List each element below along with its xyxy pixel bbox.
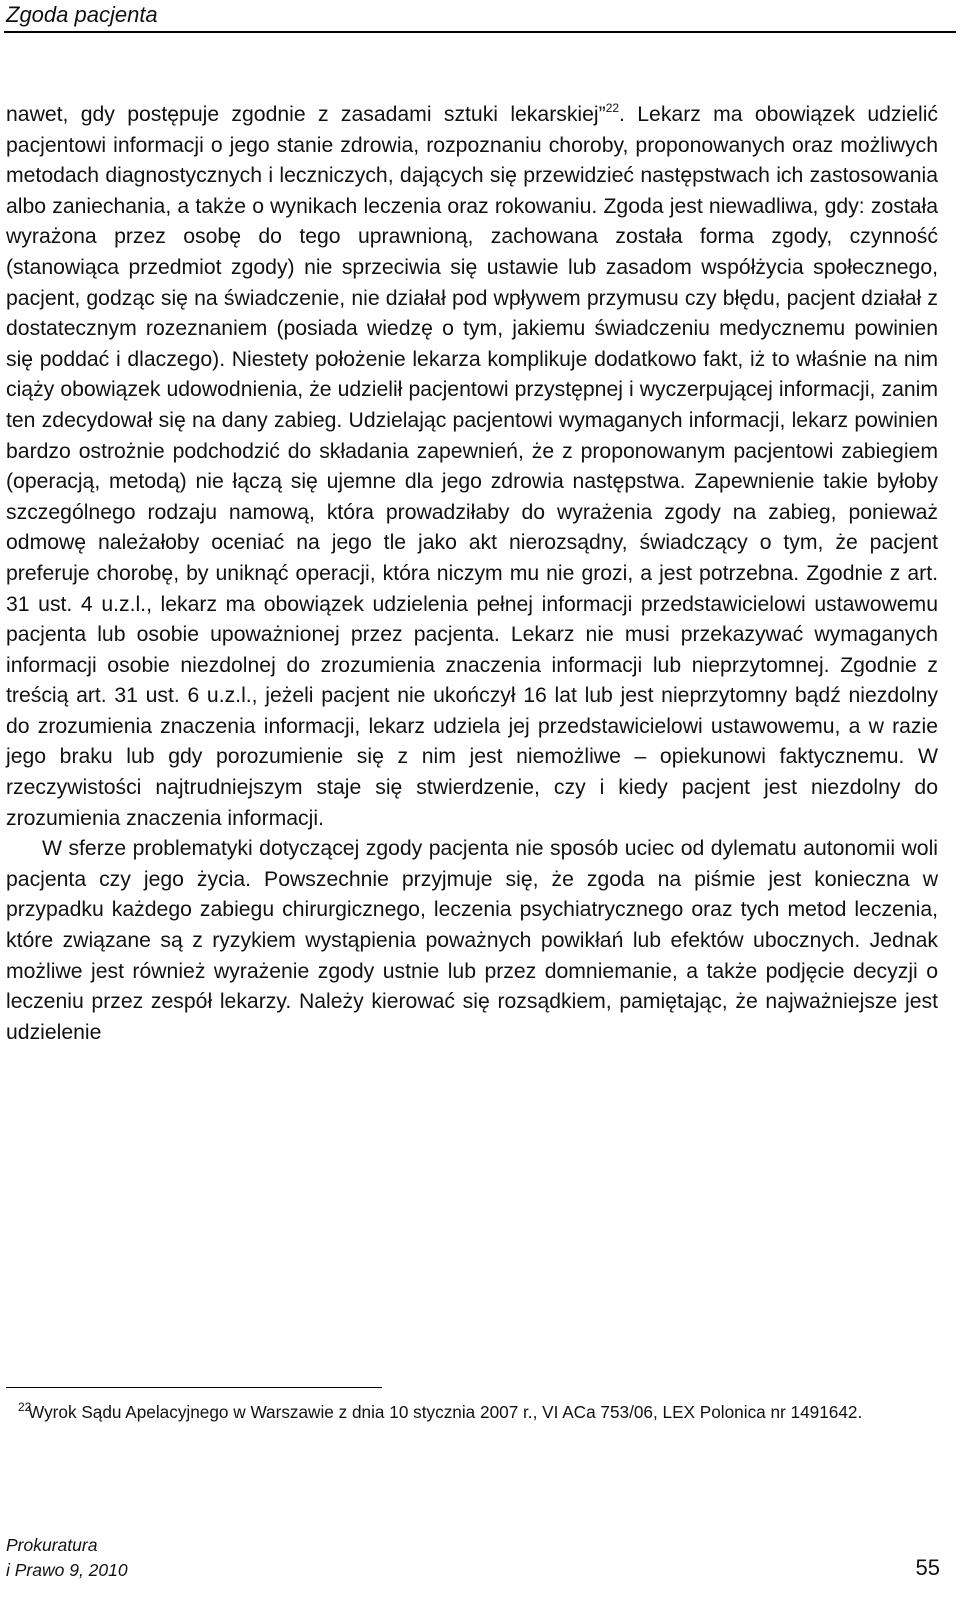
footnote-22: [6, 1400, 938, 1424]
footnote-text: Wyrok Sądu Apelacyjnego w Warszawie z dnia 10 stycznia 2007 r., VI ACa 753/06, LEX Polonica nr 1491642.: [28, 1402, 863, 1422]
body-text: [6, 100, 938, 1048]
footnote-reference: 22: [605, 101, 620, 115]
journal-issue: i Prawo 9, 2010: [6, 1560, 128, 1580]
journal-footer: [6, 1533, 128, 1583]
header-title: Zgoda pacjenta: [6, 2, 158, 27]
paragraph-1-start: nawet, gdy postępuje zgodnie z zasadami sztuki lekarskiej”: [6, 103, 606, 126]
footnote-separator: [6, 1387, 382, 1388]
paragraph-1: [6, 100, 938, 834]
journal-name: Prokuratura: [6, 1535, 98, 1555]
page-number: 55: [915, 1555, 940, 1580]
paragraph-2: W sferze problematyki dotyczącej zgody pacjenta nie sposób uciec od dylematu autonomii woli pacjenta czy jego życia. Powszechnie przyjmuje się, że zgoda na piśmie jest konieczna w przypadku każdego zabiegu chirurgicznego, leczenia psychiatrycznego oraz tych metod leczenia, które związane są z ryzykiem wystąpienia poważnych powikłań lub efektów ubocznych. Jednak możliwe jest również wyrażenie zgody ustnie lub przez domniemanie, a także podjęcie decyzji o leczeniu przez zespół lekarzy. Należy kierować się rozsądkiem, pamiętając, że najważniejsze jest udzielenie: [6, 837, 938, 1044]
running-header: [4, 0, 956, 33]
footnote-mark: 22: [18, 1400, 32, 1414]
paragraph-1-rest: . Lekarz ma obowiązek udzielić pacjentowi informacji o jego stanie zdrowia, rozpoznaniu choroby, proponowanych oraz możliwych metodach diagnostycznych i leczniczych, dających się przewidzieć następstwach ich zastosowania albo zaniechania, a także o wynikach leczenia oraz rokowaniu. Zgoda jest niewadliwa, gdy: została wyrażona przez osobę do tego uprawnioną, zachowana została forma zgody, czynność (stanowiąca przedmiot zgody) nie sprzeciwia się ustawie lub zasadom współżycia społecznego, pacjent, godząc się na świadczenie, nie działał pod wpływem przymusu czy błędu, pacjent działał z dostatecznym rozeznaniem (posiada wiedzę o tym, jakiemu świadczeniu medycznemu powinien się poddać i dlaczego). Niestety położenie lekarza komplikuje dodatkowo fakt, iż to właśnie na nim ciąży obowiązek udowodnienia, że udzielił pacjentowi przystępnej i wyczerpującej informacji, zanim ten zdecydował się na dany zabieg. Udzielając pacjentowi wymaganych informacji, lekarz powinien bardzo ostrożnie podchodzić do składania zapewnień, że z proponowanym pacjentowi zabiegiem (operacją, metodą) nie łączą się ujemne dla jego zdrowia następstwa. Zapewnienie takie byłoby szczególnego rodzaju namową, która prowadziłaby do wyrażenia zgody na zabieg, ponieważ odmowę należałoby oceniać na jego tle jako akt nierozsądny, świadczący o tym, że pacjent preferuje chorobę, by uniknąć operacji, która niczym mu nie grozi, a jest potrzebna. Zgodnie z art. 31 ust. 4 u.z.l., lekarz ma obowiązek udzielenia pełnej informacji przedstawicielowi ustawowemu pacjenta lub osobie upoważnionej przez pacjenta. Lekarz nie musi przekazywać wymaganych informacji osobie niezdolnej do zrozumienia znaczenia informacji lub nieprzytomnej. Zgodnie z treścią art. 31 ust. 6 u.z.l., jeżeli pacjent nie ukończył 16 lat lub jest nieprzytomny bądź niezdolny do zrozumienia znaczenia informacji, lekarz udziela jej przedstawicielowi ustawowemu, a w razie jego braku lub gdy porozumienie się z nim jest niemożliwe – opiekunowi faktycznemu. W rzeczywistości najtrudniejszym staje się stwierdzenie, czy i kiedy pacjent jest niezdolny do zrozumienia znaczenia informacji.: [6, 103, 938, 830]
